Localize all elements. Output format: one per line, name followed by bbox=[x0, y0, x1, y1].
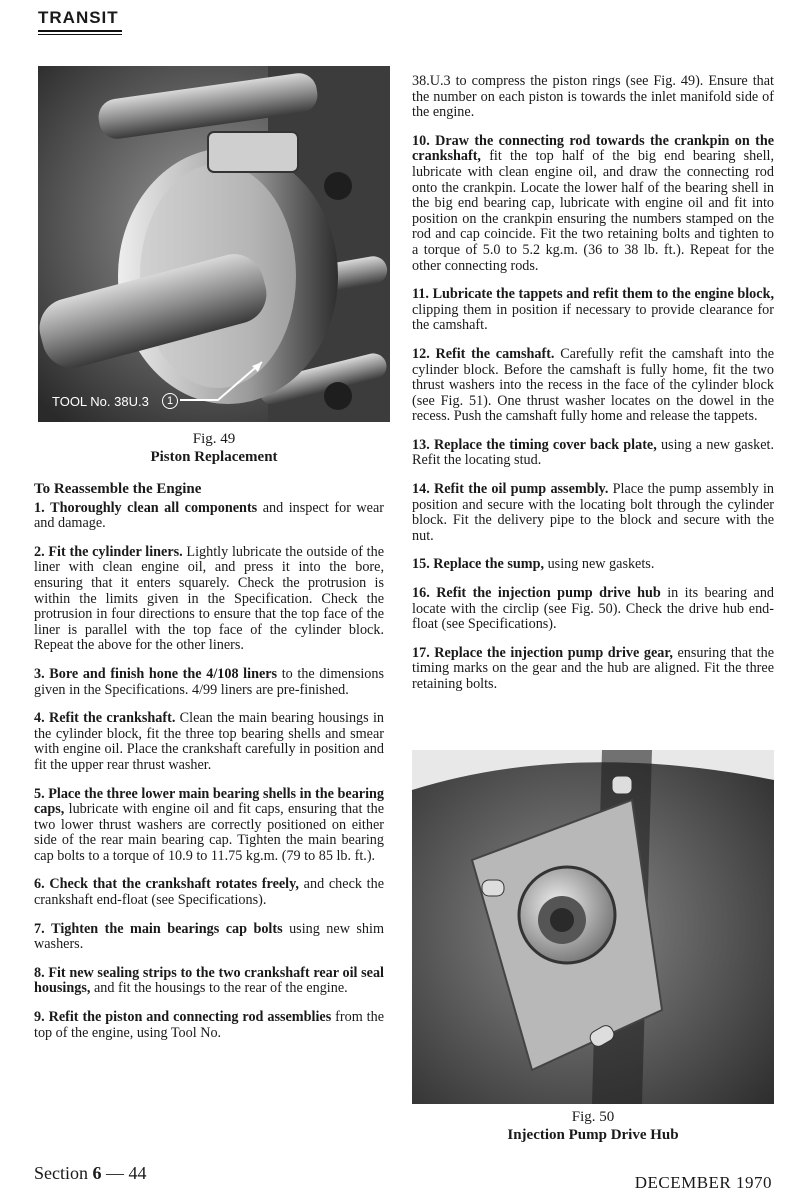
callout-marker: 1 bbox=[162, 393, 178, 409]
step-4-num: 4. bbox=[34, 710, 45, 727]
page-footer-section bbox=[34, 1163, 147, 1184]
step-16 bbox=[412, 586, 774, 633]
step-10-bold: Draw the connecting rod towards the crankpin on the crankshaft, bbox=[412, 132, 775, 165]
figure-49-number: Fig. 49 bbox=[192, 431, 236, 447]
footer-page-number: 44 bbox=[128, 1163, 147, 1183]
step-13 bbox=[412, 438, 774, 469]
step-10-text: fit the top half of the big end bearing shell, lubricate with clean engine oil, and draw the connecting rod onto the crankpin. Locate the lower half of the bearing shell in the big end bearing cap, lubricate with engine oil and fit into position on the crankpin ensuring the numbers stamped on the rod and cap coincide. Fit the two retaining bolts and tighten to a torque of 5.0 to 5.2 kg.m. (36 to 38 lb. ft.). Repeat for the other connecting rods. bbox=[412, 148, 774, 274]
step-8-num: 8. bbox=[34, 964, 45, 981]
footer-section-number: 6 bbox=[92, 1163, 102, 1183]
step-5-bold: Place the three lower main bearing shells in the bearing caps, bbox=[34, 785, 385, 818]
step-5 bbox=[34, 787, 384, 865]
step-15-num: 15. bbox=[412, 556, 430, 573]
step-14-num: 14. bbox=[412, 481, 430, 498]
step-2-text: Lightly lubricate the outside of the liner with clean engine oil, and press it into the bore, ensuring that it enters squarely. Check the protrusion is within the limits given in the Specification. Check the protrusion in four directions to ensure that the top face of the liner is parallel with the top face of the cylinder block. Repeat the above for the other liners. bbox=[34, 543, 384, 654]
injection-pump-drive-hub-photo bbox=[412, 750, 774, 1104]
step-3-bold: Bore and finish hone the 4/108 liners bbox=[49, 665, 278, 682]
step-6-num: 6. bbox=[34, 876, 45, 893]
step-15-bold: Replace the sump, bbox=[433, 556, 545, 573]
step-6-text: and check the crankshaft end-float (see Specifications). bbox=[34, 876, 385, 909]
step-4-bold: Refit the crankshaft. bbox=[48, 710, 176, 727]
header-rule-thin bbox=[38, 34, 122, 35]
step-12-text: Carefully refit the camshaft into the cylinder block. Before the camshaft is fully home, fit the two thrust washers into the recess in the face of the cylinder block (see Fig. 51). One thrust washer locates on the dowel in the recess. Push the camshaft fully home and release the tappets. bbox=[412, 345, 775, 425]
step-4-text: Clean the main bearing housings in the cylinder block, fit the three top bearing shells and smear with engine oil. Place the crankshaft carefully in position and fit the upper rear thrust washer. bbox=[34, 710, 385, 773]
step-17-num: 17. bbox=[412, 644, 430, 661]
step-11 bbox=[412, 287, 774, 334]
step-3 bbox=[34, 667, 384, 698]
callout-arrow bbox=[178, 356, 268, 406]
step-11-text: clipping them in position if necessary to provide clearance for the camshaft. bbox=[412, 301, 774, 334]
step-9-continued bbox=[412, 74, 774, 121]
step-15 bbox=[412, 557, 774, 573]
step-9-num: 9. bbox=[34, 1009, 45, 1026]
step-7-bold: Tighten the main bearings cap bolts bbox=[51, 920, 283, 937]
section-heading: To Reassemble the Engine bbox=[34, 481, 202, 497]
page-footer-date: DECEMBER 1970 bbox=[634, 1173, 772, 1192]
step-2-num: 2. bbox=[34, 543, 45, 560]
step-11-bold: Lubricate the tappets and refit them to the engine block, bbox=[432, 286, 775, 303]
step-17-text: ensuring that the timing marks on the gear and the hub are aligned. Fit the three retaining bolts. bbox=[412, 644, 775, 692]
step-9-continued-text: 38.U.3 to compress the piston rings (see Fig. 49). Ensure that the number on each piston is towards the inlet manifold side of the engine. bbox=[412, 73, 774, 121]
step-6-bold: Check that the crankshaft rotates freely, bbox=[49, 876, 299, 893]
step-13-text: using a new gasket. Refit the locating stud. bbox=[412, 436, 774, 469]
step-8-text: and fit the housings to the rear of the engine. bbox=[90, 980, 348, 997]
step-9-text: from the top of the engine, using Tool No. bbox=[34, 1009, 384, 1041]
step-14-text: Place the pump assembly in position and secure with the locating bolt through the cylinder block. Fit the delivery pipe to the block and secure with the nut. bbox=[412, 481, 774, 544]
step-2 bbox=[34, 545, 384, 654]
step-7 bbox=[34, 922, 384, 953]
step-8 bbox=[34, 966, 384, 997]
step-14-bold: Refit the oil pump assembly. bbox=[434, 481, 609, 498]
step-15-text: using new gaskets. bbox=[544, 556, 655, 573]
step-4 bbox=[34, 711, 384, 773]
tool-label: TOOL No. 38U.3 bbox=[52, 394, 149, 409]
step-12-num: 12. bbox=[412, 345, 430, 362]
step-10-num: 10. bbox=[412, 132, 430, 149]
step-9 bbox=[34, 1010, 384, 1041]
footer-dash: — bbox=[106, 1163, 124, 1183]
step-5-num: 5. bbox=[34, 785, 45, 802]
step-7-num: 7. bbox=[34, 920, 45, 937]
step-1-text: and inspect for wear and damage. bbox=[34, 499, 384, 532]
step-3-num: 3. bbox=[34, 665, 45, 682]
step-16-num: 16. bbox=[412, 585, 430, 602]
step-2-bold: Fit the cylinder liners. bbox=[48, 543, 183, 560]
step-9-bold: Refit the piston and connecting rod assemblies bbox=[48, 1009, 332, 1026]
step-13-num: 13. bbox=[412, 436, 430, 453]
step-3-text: to the dimensions given in the Specifications. 4/99 liners are pre-finished. bbox=[34, 665, 384, 698]
figure-49-title: Piston Replacement bbox=[150, 449, 278, 465]
step-13-bold: Replace the timing cover back plate, bbox=[433, 436, 657, 453]
figure-50-caption bbox=[412, 1108, 774, 1144]
step-17-bold: Replace the injection pump drive gear, bbox=[434, 644, 673, 661]
left-column bbox=[34, 482, 384, 1054]
step-12-bold: Refit the camshaft. bbox=[435, 345, 555, 362]
step-5-text: lubricate with engine oil and fit caps, ensuring that the two lower thrust washers are correctly positioned on either side of the rear main bearing cap. Tighten the main bearing cap bolts to a torque of 10.9 to 11.75 kg.m. (79 to 85 lb. ft.). bbox=[34, 801, 384, 864]
footer-section-label: Section bbox=[34, 1163, 88, 1183]
step-7-text: using new shim washers. bbox=[34, 920, 384, 953]
figure-49-caption bbox=[38, 430, 390, 466]
step-14 bbox=[412, 482, 774, 544]
right-column bbox=[412, 74, 774, 706]
step-16-bold: Refit the injection pump drive hub bbox=[436, 585, 661, 602]
figure-50-title: Injection Pump Drive Hub bbox=[507, 1127, 679, 1143]
step-1 bbox=[34, 501, 384, 532]
step-6 bbox=[34, 877, 384, 908]
document-header-title: TRANSIT bbox=[38, 8, 119, 27]
step-11-num: 11. bbox=[412, 286, 429, 303]
header-rule bbox=[38, 30, 122, 32]
step-8-bold: Fit new sealing strips to the two crankshaft rear oil seal housings, bbox=[34, 964, 384, 997]
step-10 bbox=[412, 134, 774, 274]
step-16-text: in its bearing and locate with the circlip (see Fig. 50). Check the drive hub end-float (see Specifications). bbox=[412, 585, 775, 633]
step-1-bold: Thoroughly clean all components bbox=[50, 499, 258, 516]
figure-50-number: Fig. 50 bbox=[571, 1109, 615, 1125]
piston-replacement-photo bbox=[38, 66, 390, 422]
step-1-num: 1. bbox=[34, 499, 45, 516]
step-12 bbox=[412, 347, 774, 425]
step-17 bbox=[412, 646, 774, 693]
